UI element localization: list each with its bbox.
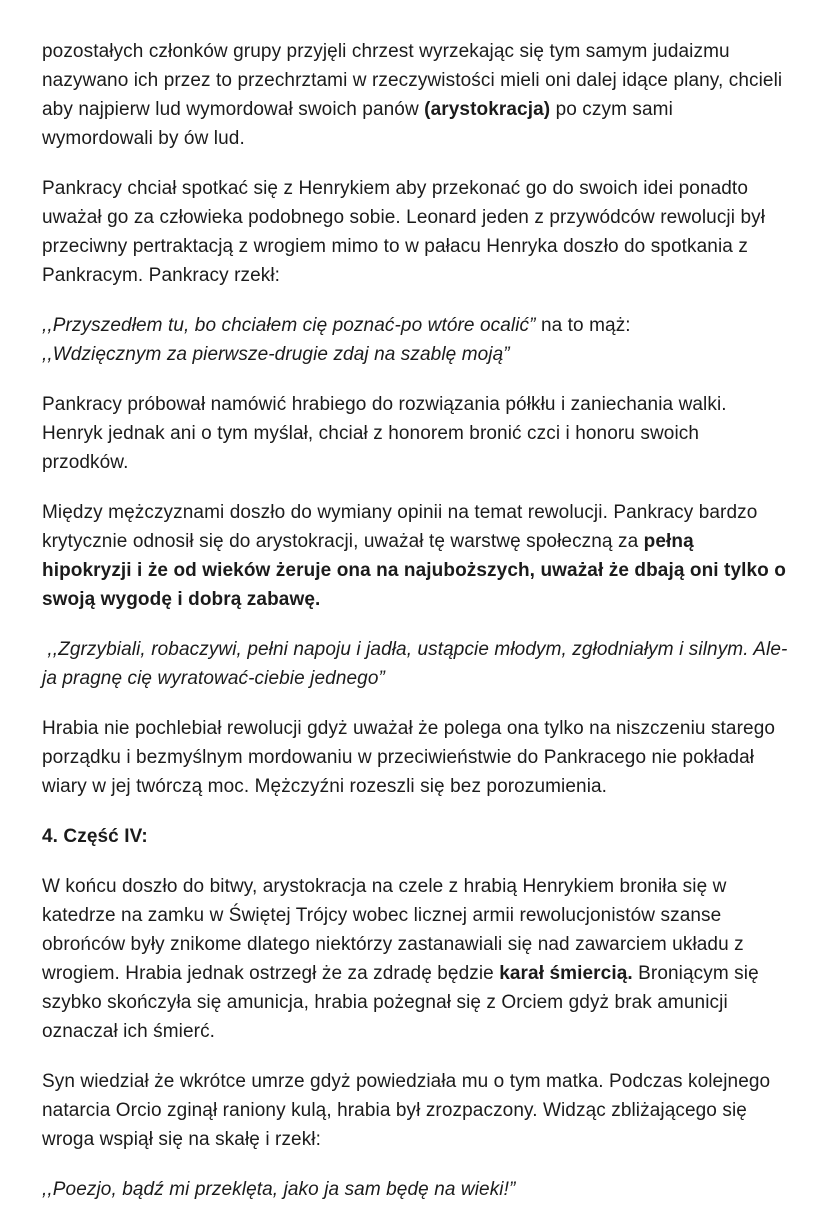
text-segment-bold: 4. Część IV: <box>42 826 148 847</box>
text-segment-italic: ,,Wdzięcznym za pierwsze-drugie zdaj na szablę moją” <box>42 344 510 365</box>
text-segment-normal: Pankracy chciał spotkać się z Henrykiem aby przekonać go do swoich idei ponadto uważał go za człowieka podobnego sobie. Leonard jeden z przywódców rewolucji był przeciwny pertraktacją z wrogiem mimo to w pałacu Henryka doszło do spotkania z Pankracym. Pankracy rzekł: <box>42 178 766 286</box>
body-paragraph <box>42 37 788 153</box>
text-segment-normal: Hrabia nie pochlebiał rewolucji gdyż uważał że polega ona tylko na niszczeniu starego porządku i bezmyślnym mordowaniu w przeciwieństwie do Pankracego nie pokładał wiary w jej twórczą moc. Mężczyźni rozeszli się bez porozumienia. <box>42 718 776 797</box>
text-segment-italic: ,,Zgrzybiali, robaczywi, pełni napoju i jadła, ustąpcie młodym, zgłodniałym i silnym. Ale-ja pragnę cię wyratować-ciebie jednego” <box>42 639 788 689</box>
text-segment-normal: Broniącym się szybko skończyła się amunicja, hrabia pożegnał się z Orciem gdyż brak amunicji oznaczał ich śmierć. <box>42 963 759 1042</box>
text-segment-normal: Pankracy próbował namówić hrabiego do rozwiązania półkłu i zaniechania walki. Henryk jednak ani o tym myślał, chciał z honorem bronić czci i honoru swoich przodków. <box>42 394 727 473</box>
text-segment-bold: pełną hipokryzji i że od wieków żeruje ona na najuboższych, uważał że dbają oni tylko o swoją wygodę i dobrą zabawę. <box>42 531 786 610</box>
text-segment-italic: ,,Przyszedłem tu, bo chciałem cię poznać-po wtóre ocalić” <box>42 315 536 336</box>
quote-paragraph <box>42 1175 788 1204</box>
text-segment-normal: W końcu doszło do bitwy, arystokracja na czele z hrabią Henrykiem broniła się w katedrze na zamku w Świętej Trójcy wobec licznej armii rewolucjonistów szanse obrońców były znikome dlatego niektórzy zastanawiali się nad zawarciem układu z wrogiem. Hrabia jednak ostrzegł że za zdradę będzie <box>42 876 744 984</box>
quote-paragraph <box>42 635 788 693</box>
text-segment-normal: pozostałych członków grupy przyjęli chrzest wyrzekając się tym samym judaizmu nazywano ich przez to przechrztami w rzeczywistości mieli oni dalej idące plany, chcieli aby najpierw lud wymordował swoich panów <box>42 41 783 120</box>
body-paragraph <box>42 714 788 801</box>
text-segment-bold: (arystokracja) <box>424 99 551 120</box>
text-segment-normal: po czym sami wymordowali by ów lud. <box>42 99 673 149</box>
text-segment-normal: na to mąż: <box>535 315 631 336</box>
text-segment-bold: karał śmiercią. <box>499 963 633 984</box>
text-segment-italic: ,,Poezjo, bądź mi przeklęta, jako ja sam będę na wieki!” <box>42 1179 516 1200</box>
quote-paragraph <box>42 311 788 369</box>
text-segment-normal: Między mężczyznami doszło do wymiany opinii na temat rewolucji. Pankracy bardzo krytycznie odnosił się do arystokracji, uważał tę warstwę społeczną za <box>42 502 758 552</box>
body-paragraph <box>42 174 788 290</box>
text-segment-normal: Syn wiedział że wkrótce umrze gdyż powiedziała mu o tym matka. Podczas kolejnego natarcia Orcio zginął raniony kulą, hrabia był zrozpaczony. Widząc zbliżającego się wroga wspiął się na skałę i rzekł: <box>42 1071 771 1150</box>
section-heading <box>42 822 788 851</box>
body-paragraph <box>42 1067 788 1154</box>
body-paragraph <box>42 498 788 614</box>
body-paragraph <box>42 390 788 477</box>
body-paragraph <box>42 872 788 1046</box>
